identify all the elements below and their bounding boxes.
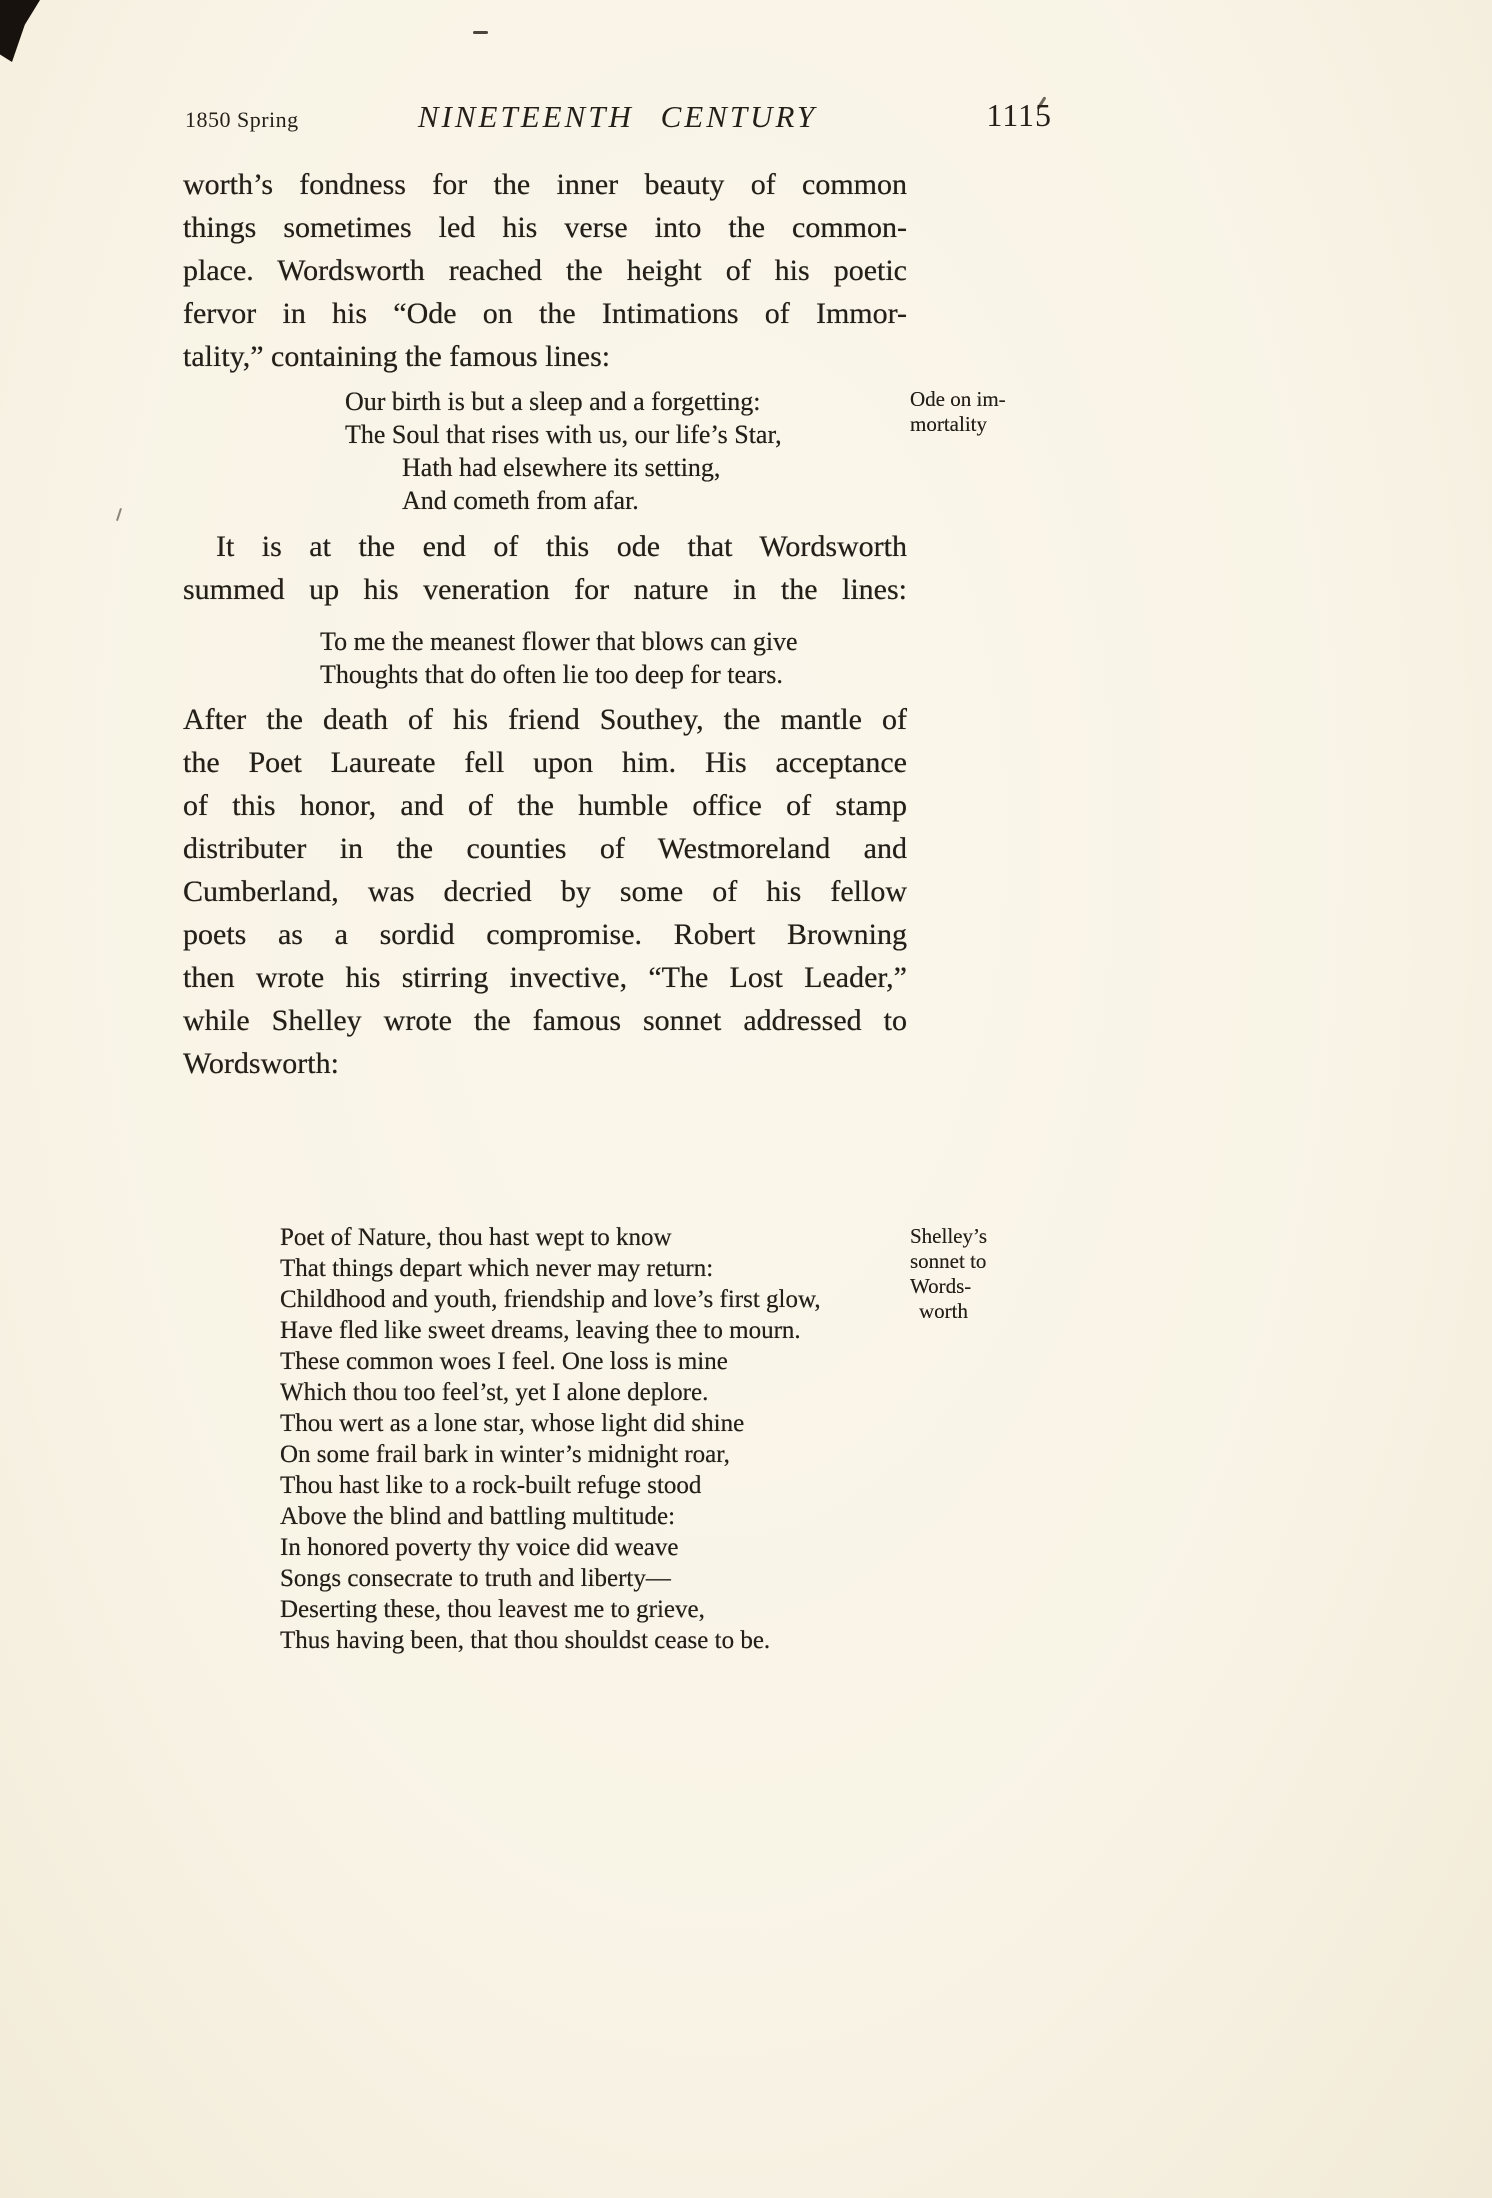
- text-line: summed up his veneration for nature in the lines:: [183, 573, 907, 606]
- margin-note-line: Words-: [910, 1274, 972, 1298]
- margin-note-sonnet: [910, 1224, 1045, 1324]
- paragraph-3: [183, 698, 907, 1085]
- verse-line: Which thou too feel’st, yet I alone deplore.: [280, 1379, 709, 1406]
- text-line: fervor in his “Ode on the Intimations of Immor-: [183, 297, 907, 330]
- verse-line: Above the blind and battling multitude:: [280, 1503, 676, 1530]
- verse-line: Our birth is but a sleep and a forgetting:: [345, 387, 761, 416]
- verse-line: Songs consecrate to truth and liberty—: [280, 1565, 671, 1592]
- text-line: then wrote his stirring invective, “The Lost Leader,”: [183, 961, 907, 994]
- text-line: distributer in the counties of Westmoreland and: [183, 832, 907, 865]
- sonnet-section: [183, 1222, 987, 1656]
- margin-note-ode: [910, 387, 1045, 437]
- verse-line: Thoughts that do often lie too deep for tears.: [320, 660, 783, 689]
- paragraph-2: [183, 525, 907, 611]
- ode-verse-section: [183, 385, 1006, 517]
- text-line: worth’s fondness for the inner beauty of common: [183, 168, 907, 201]
- verse-line: And cometh from afar.: [402, 486, 639, 515]
- text-line: After the death of his friend Southey, the mantle of: [183, 703, 907, 736]
- margin-note-line: worth: [919, 1299, 968, 1323]
- header-date: 1850 Spring: [185, 107, 299, 132]
- verse-line: Poet of Nature, thou hast wept to know: [280, 1224, 672, 1251]
- verse-line: Thou wert as a lone star, whose light did shine: [280, 1410, 745, 1437]
- page-number: 1115: [986, 97, 1052, 133]
- text-line: It is at the end of this ode that Wordsworth: [216, 530, 907, 563]
- text-line: place. Wordsworth reached the height of his poetic: [183, 254, 907, 287]
- margin-note-line: Ode on im-: [910, 387, 1006, 411]
- verse-line: In honored poverty thy voice did weave: [280, 1534, 679, 1561]
- verse-line: Hath had elsewhere its setting,: [402, 453, 721, 482]
- page-header: [183, 97, 1052, 139]
- margin-tick-mark: [116, 508, 122, 521]
- paragraph-1: [183, 163, 907, 378]
- ink-blot-mark: [0, 0, 40, 62]
- text-line: Cumberland, was decried by some of his fellow: [183, 875, 907, 908]
- verse-line: Thus having been, that thou shouldst cease to be.: [280, 1627, 771, 1654]
- verse-line: The Soul that rises with us, our life’s Star,: [345, 420, 782, 449]
- text-line: while Shelley wrote the famous sonnet addressed to: [183, 1004, 907, 1037]
- text-line: things sometimes led his verse into the common-: [183, 211, 907, 244]
- shelley-sonnet: [183, 1222, 907, 1656]
- text-line: tality,” containing the famous lines:: [183, 340, 611, 373]
- ode-verse: [183, 385, 907, 517]
- verse-line: On some frail bark in winter’s midnight roar,: [280, 1441, 730, 1468]
- text-line: of this honor, and of the humble office of stamp: [183, 789, 907, 822]
- verse-line: These common woes I feel. One loss is mine: [280, 1348, 728, 1375]
- verse-line: That things depart which never may return:: [280, 1255, 714, 1282]
- verse-line: Childhood and youth, friendship and love’s first glow,: [280, 1286, 821, 1313]
- verse-line: Have fled like sweet dreams, leaving thee to mourn.: [280, 1317, 801, 1344]
- margin-note-line: mortality: [910, 412, 987, 436]
- text-line: the Poet Laureate fell upon him. His acceptance: [183, 746, 907, 779]
- flower-verse: [183, 625, 907, 691]
- verse-line: Deserting these, thou leavest me to grieve,: [280, 1596, 705, 1623]
- verse-line: Thou hast like to a rock-built refuge stood: [280, 1472, 702, 1499]
- text-line: Wordsworth:: [183, 1047, 339, 1080]
- running-title: NINETEENTH CENTURY: [417, 99, 818, 134]
- stray-dash-mark: [473, 31, 488, 34]
- margin-note-line: Shelley’s: [910, 1224, 987, 1248]
- verse-line: To me the meanest flower that blows can give: [320, 627, 798, 656]
- margin-note-line: sonnet to: [910, 1249, 987, 1273]
- text-line: poets as a sordid compromise. Robert Browning: [183, 918, 907, 951]
